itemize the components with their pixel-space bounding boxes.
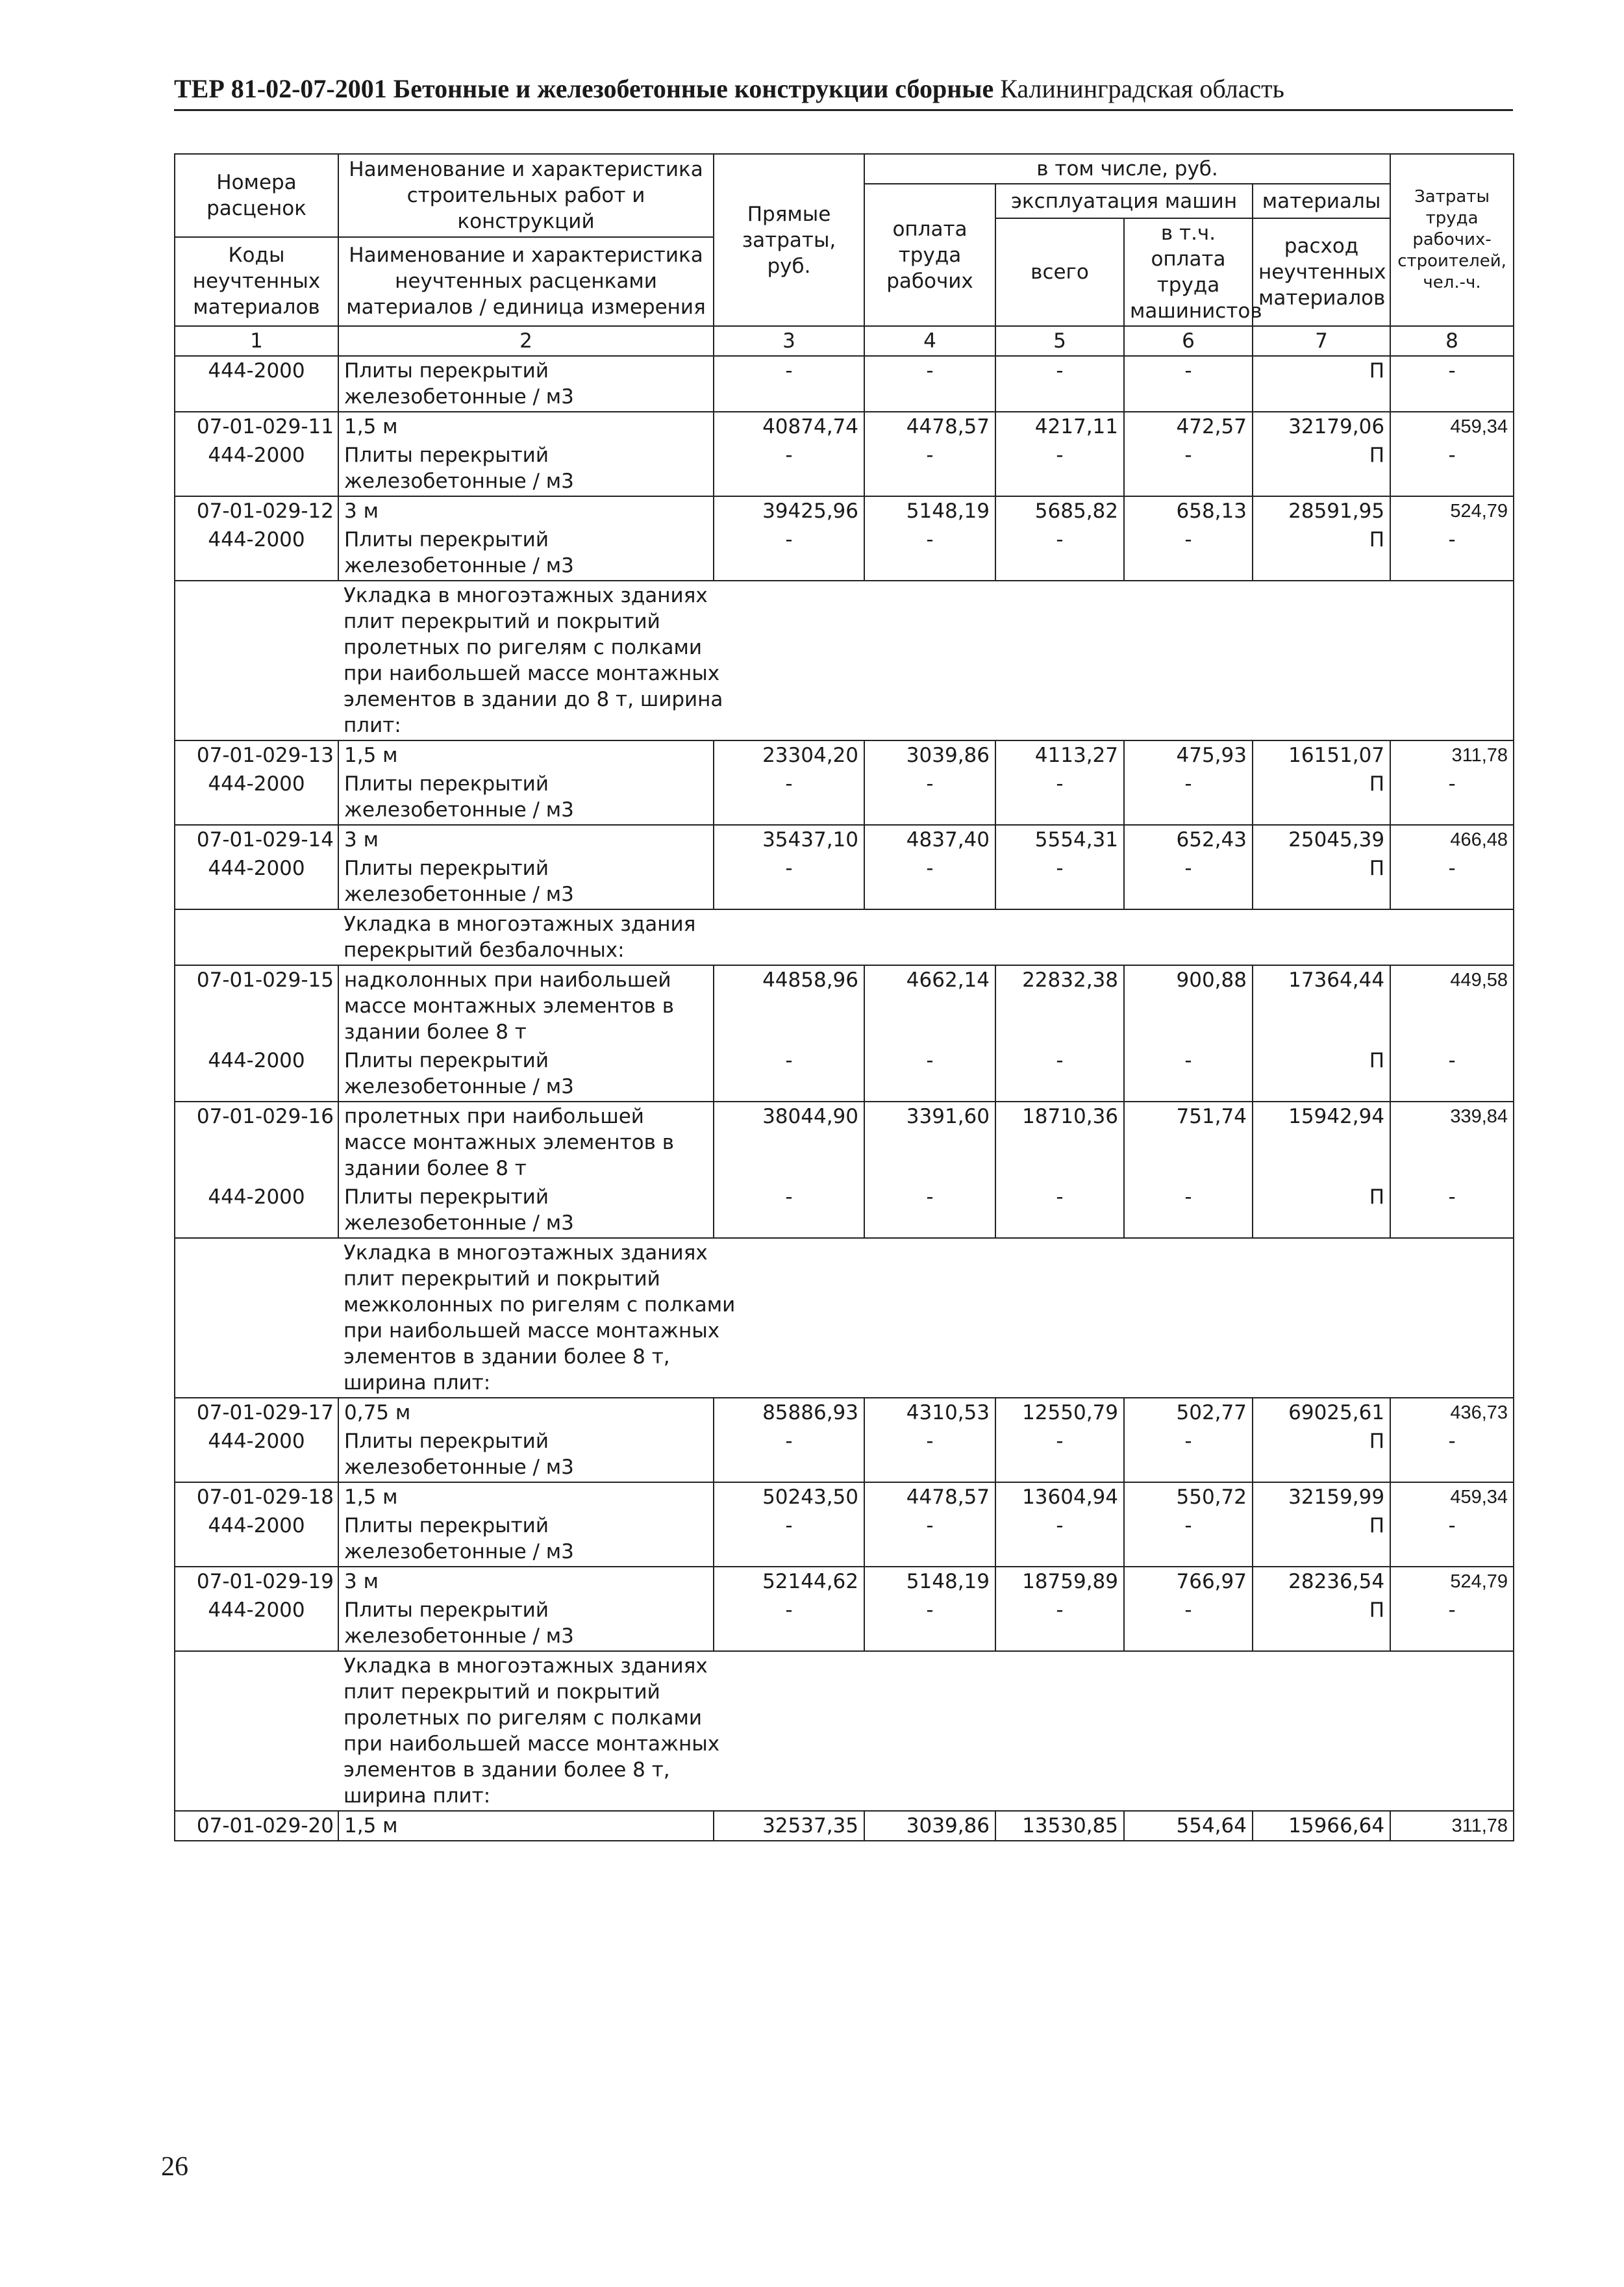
mach-pay-dash: -	[1124, 1596, 1253, 1651]
table-body	[175, 356, 1514, 1841]
labor-pay: 3039,86	[864, 740, 995, 770]
mach-dash: -	[995, 770, 1124, 825]
head-name-unaccounted: Наименование и характеристика неучтенных расценками материалов / единица измерения	[338, 237, 714, 326]
rate-name: 3 м	[338, 825, 714, 854]
material-code: 444-2000	[175, 770, 338, 825]
hours-dash: -	[1390, 1427, 1514, 1482]
machines-pay: 766,97	[1124, 1567, 1253, 1596]
material-code: 444-2000	[175, 854, 338, 909]
mach-dash: -	[995, 1046, 1124, 1102]
material-p: П	[1253, 1596, 1390, 1651]
doc-region: Калининградская область	[1000, 74, 1284, 103]
machines-total: 13530,85	[995, 1811, 1124, 1841]
doc-code: ТЕР 81-02-07-2001	[174, 74, 387, 103]
labor-dash: -	[864, 770, 995, 825]
material-row	[175, 1427, 1514, 1482]
section-title: Укладка в многоэтажных зданиях плит перекрытий и покрытий пролетных по ригелям с полками при наибольшей массе монтажных элементов в здании до 8 т, ширина плит:	[338, 581, 1514, 740]
material-code: 444-2000	[175, 1511, 338, 1567]
rate-name: 3 м	[338, 1567, 714, 1596]
direct-cost: 85886,93	[714, 1398, 864, 1427]
material-row	[175, 1596, 1514, 1651]
material-name: Плиты перекрытий железобетонные / м3	[338, 1511, 714, 1567]
material-code: 444-2000	[175, 356, 338, 412]
rate-name: 1,5 м	[338, 740, 714, 770]
rate-row	[175, 965, 1514, 1046]
direct-cost: 39425,96	[714, 496, 864, 525]
direct-dash: -	[714, 1046, 864, 1102]
rate-code: 07-01-029-18	[175, 1482, 338, 1511]
material-code: 444-2000	[175, 1046, 338, 1102]
materials-cost: 16151,07	[1253, 740, 1390, 770]
rate-code: 07-01-029-14	[175, 825, 338, 854]
machines-total: 4217,11	[995, 412, 1124, 441]
rate-code: 07-01-029-15	[175, 965, 338, 1046]
section-title: Укладка в многоэтажных зданиях плит перекрытий и покрытий пролетных по ригелям с полками при наибольшей массе монтажных элементов в здании более 8 т, ширина плит:	[338, 1651, 1514, 1811]
labor-dash: -	[864, 356, 995, 412]
head-codes: Коды неучтенных материалов	[175, 237, 338, 326]
rate-name: 1,5 м	[338, 1482, 714, 1511]
machines-pay: 472,57	[1124, 412, 1253, 441]
labor-dash: -	[864, 1427, 995, 1482]
direct-cost: 52144,62	[714, 1567, 864, 1596]
material-p: П	[1253, 1046, 1390, 1102]
labor-hours: 311,78	[1390, 740, 1514, 770]
material-name: Плиты перекрытий железобетонные / м3	[338, 441, 714, 496]
material-name: Плиты перекрытий железобетонные / м3	[338, 1596, 714, 1651]
section-row	[175, 581, 1514, 740]
material-code: 444-2000	[175, 1596, 338, 1651]
material-p: П	[1253, 770, 1390, 825]
mach-pay-dash: -	[1124, 770, 1253, 825]
hours-dash: -	[1390, 854, 1514, 909]
rate-row	[175, 1398, 1514, 1427]
direct-cost: 40874,74	[714, 412, 864, 441]
mach-dash: -	[995, 356, 1124, 412]
labor-pay: 4478,57	[864, 1482, 995, 1511]
rate-row	[175, 496, 1514, 525]
hours-dash: -	[1390, 525, 1514, 581]
section-spacer	[175, 1238, 338, 1398]
mach-dash: -	[995, 1183, 1124, 1238]
labor-pay: 3039,86	[864, 1811, 995, 1841]
material-row	[175, 1511, 1514, 1567]
mach-pay-dash: -	[1124, 525, 1253, 581]
material-code: 444-2000	[175, 1427, 338, 1482]
material-code: 444-2000	[175, 1183, 338, 1238]
labor-hours: 466,48	[1390, 825, 1514, 854]
labor-dash: -	[864, 1511, 995, 1567]
machines-total: 5685,82	[995, 496, 1124, 525]
direct-dash: -	[714, 1511, 864, 1567]
material-name: Плиты перекрытий железобетонные / м3	[338, 356, 714, 412]
section-title: Укладка в многоэтажных зданиях плит перекрытий и покрытий межколонных по ригелям с полками при наибольшей массе монтажных элементов в здании более 8 т, ширина плит:	[338, 1238, 1514, 1398]
rate-code: 07-01-029-16	[175, 1102, 338, 1183]
direct-dash: -	[714, 1427, 864, 1482]
head-materials: материалы	[1253, 184, 1390, 218]
hours-dash: -	[1390, 770, 1514, 825]
head-machines-pay: в т.ч. оплата труда машинистов	[1124, 218, 1253, 326]
column-numbers-row	[175, 326, 1514, 356]
direct-cost: 23304,20	[714, 740, 864, 770]
direct-cost: 44858,96	[714, 965, 864, 1046]
col-num: 3	[714, 326, 864, 356]
hours-dash: -	[1390, 1046, 1514, 1102]
page-number: 26	[161, 2152, 188, 2182]
labor-dash: -	[864, 854, 995, 909]
machines-pay: 554,64	[1124, 1811, 1253, 1841]
section-spacer	[175, 581, 338, 740]
rate-row	[175, 412, 1514, 441]
labor-hours: 459,34	[1390, 1482, 1514, 1511]
material-name: Плиты перекрытий железобетонные / м3	[338, 1046, 714, 1102]
section-title: Укладка в многоэтажных здания перекрытий безбалочных:	[338, 909, 1514, 965]
labor-hours: 524,79	[1390, 496, 1514, 525]
direct-cost: 32537,35	[714, 1811, 864, 1841]
mach-pay-dash: -	[1124, 1511, 1253, 1567]
head-incl: в том числе, руб.	[864, 154, 1390, 184]
direct-cost: 50243,50	[714, 1482, 864, 1511]
labor-dash: -	[864, 1183, 995, 1238]
rate-name: 1,5 м	[338, 1811, 714, 1841]
material-p: П	[1253, 1183, 1390, 1238]
mach-pay-dash: -	[1124, 1427, 1253, 1482]
table-head	[175, 154, 1514, 356]
machines-pay: 652,43	[1124, 825, 1253, 854]
material-row	[175, 356, 1514, 412]
material-code: 444-2000	[175, 441, 338, 496]
mach-dash: -	[995, 525, 1124, 581]
section-row	[175, 909, 1514, 965]
rate-row	[175, 1482, 1514, 1511]
materials-cost: 15966,64	[1253, 1811, 1390, 1841]
head-labor-pay: оплата труда рабочих	[864, 184, 995, 326]
labor-pay: 5148,19	[864, 496, 995, 525]
material-name: Плиты перекрытий железобетонные / м3	[338, 770, 714, 825]
mach-dash: -	[995, 1511, 1124, 1567]
mach-pay-dash: -	[1124, 854, 1253, 909]
material-name: Плиты перекрытий железобетонные / м3	[338, 525, 714, 581]
machines-total: 22832,38	[995, 965, 1124, 1046]
materials-cost: 15942,94	[1253, 1102, 1390, 1183]
col-num: 6	[1124, 326, 1253, 356]
material-row	[175, 770, 1514, 825]
machines-total: 18759,89	[995, 1567, 1124, 1596]
mach-pay-dash: -	[1124, 1046, 1253, 1102]
section-row	[175, 1651, 1514, 1811]
machines-pay: 550,72	[1124, 1482, 1253, 1511]
direct-dash: -	[714, 1183, 864, 1238]
materials-cost: 32159,99	[1253, 1482, 1390, 1511]
machines-pay: 658,13	[1124, 496, 1253, 525]
labor-dash: -	[864, 1596, 995, 1651]
material-p: П	[1253, 356, 1390, 412]
direct-dash: -	[714, 525, 864, 581]
labor-pay: 4310,53	[864, 1398, 995, 1427]
material-p: П	[1253, 1427, 1390, 1482]
material-name: Плиты перекрытий железобетонные / м3	[338, 1427, 714, 1482]
head-labor-cost: Затраты труда рабочих-строителей, чел.-ч.	[1390, 154, 1514, 326]
material-p: П	[1253, 441, 1390, 496]
price-table	[174, 153, 1514, 1841]
col-num: 5	[995, 326, 1124, 356]
machines-pay: 751,74	[1124, 1102, 1253, 1183]
labor-dash: -	[864, 441, 995, 496]
materials-cost: 28591,95	[1253, 496, 1390, 525]
hours-dash: -	[1390, 1596, 1514, 1651]
head-direct: Прямые затраты, руб.	[714, 154, 864, 326]
head-number-cell	[175, 154, 338, 237]
labor-pay: 3391,60	[864, 1102, 995, 1183]
material-name: Плиты перекрытий железобетонные / м3	[338, 1183, 714, 1238]
rate-code: 07-01-029-12	[175, 496, 338, 525]
rate-row	[175, 1811, 1514, 1841]
labor-pay: 5148,19	[864, 1567, 995, 1596]
rate-code: 07-01-029-17	[175, 1398, 338, 1427]
head-materials-use: расход неучтенных материалов	[1253, 218, 1390, 326]
direct-cost: 35437,10	[714, 825, 864, 854]
direct-dash: -	[714, 770, 864, 825]
rate-row	[175, 1102, 1514, 1183]
materials-cost: 32179,06	[1253, 412, 1390, 441]
materials-cost: 17364,44	[1253, 965, 1390, 1046]
doc-title: Бетонные и железобетонные конструкции сборные	[393, 74, 994, 103]
mach-pay-dash: -	[1124, 356, 1253, 412]
direct-dash: -	[714, 356, 864, 412]
machines-total: 4113,27	[995, 740, 1124, 770]
rate-row	[175, 1567, 1514, 1596]
labor-pay: 4478,57	[864, 412, 995, 441]
labor-pay: 4837,40	[864, 825, 995, 854]
material-p: П	[1253, 1511, 1390, 1567]
direct-cost: 38044,90	[714, 1102, 864, 1183]
rate-name: надколонных при наибольшей массе монтажных элементов в здании более 8 т	[338, 965, 714, 1046]
head-machines: эксплуатация машин	[995, 184, 1253, 218]
rate-code: 07-01-029-20	[175, 1811, 338, 1841]
material-name: Плиты перекрытий железобетонные / м3	[338, 854, 714, 909]
labor-dash: -	[864, 1046, 995, 1102]
head-name-cell	[338, 154, 714, 237]
machines-pay: 502,77	[1124, 1398, 1253, 1427]
col-num: 7	[1253, 326, 1390, 356]
col-num: 4	[864, 326, 995, 356]
labor-hours: 339,84	[1390, 1102, 1514, 1183]
mach-dash: -	[995, 441, 1124, 496]
rate-code: 07-01-029-19	[175, 1567, 338, 1596]
col-num: 2	[338, 326, 714, 356]
material-row	[175, 1183, 1514, 1238]
rate-name: 0,75 м	[338, 1398, 714, 1427]
materials-cost: 28236,54	[1253, 1567, 1390, 1596]
rate-name: 1,5 м	[338, 412, 714, 441]
labor-hours: 459,34	[1390, 412, 1514, 441]
hours-dash: -	[1390, 356, 1514, 412]
mach-dash: -	[995, 1427, 1124, 1482]
machines-total: 12550,79	[995, 1398, 1124, 1427]
material-row	[175, 441, 1514, 496]
rate-code: 07-01-029-11	[175, 412, 338, 441]
rate-code: 07-01-029-13	[175, 740, 338, 770]
section-row	[175, 1238, 1514, 1398]
material-row	[175, 1046, 1514, 1102]
mach-pay-dash: -	[1124, 1183, 1253, 1238]
labor-pay: 4662,14	[864, 965, 995, 1046]
rate-row	[175, 825, 1514, 854]
machines-total: 18710,36	[995, 1102, 1124, 1183]
col-num: 8	[1390, 326, 1514, 356]
hours-dash: -	[1390, 1183, 1514, 1238]
material-row	[175, 525, 1514, 581]
col-num: 1	[175, 326, 338, 356]
section-spacer	[175, 909, 338, 965]
head-name: Наименование и характеристика строительных работ и конструкций	[349, 157, 703, 233]
section-spacer	[175, 1651, 338, 1811]
material-code: 444-2000	[175, 525, 338, 581]
rate-row	[175, 740, 1514, 770]
machines-total: 5554,31	[995, 825, 1124, 854]
material-row	[175, 854, 1514, 909]
machines-pay: 475,93	[1124, 740, 1253, 770]
labor-dash: -	[864, 525, 995, 581]
materials-cost: 69025,61	[1253, 1398, 1390, 1427]
mach-pay-dash: -	[1124, 441, 1253, 496]
direct-dash: -	[714, 441, 864, 496]
page-header	[174, 73, 1513, 111]
labor-hours: 436,73	[1390, 1398, 1514, 1427]
mach-dash: -	[995, 854, 1124, 909]
head-machines-total: всего	[995, 218, 1124, 326]
material-p: П	[1253, 854, 1390, 909]
direct-dash: -	[714, 854, 864, 909]
machines-pay: 900,88	[1124, 965, 1253, 1046]
direct-dash: -	[714, 1596, 864, 1651]
labor-hours: 311,78	[1390, 1811, 1514, 1841]
machines-total: 13604,94	[995, 1482, 1124, 1511]
hours-dash: -	[1390, 441, 1514, 496]
rate-name: 3 м	[338, 496, 714, 525]
labor-hours: 449,58	[1390, 965, 1514, 1046]
head-number: Номера расценок	[206, 170, 306, 220]
mach-dash: -	[995, 1596, 1124, 1651]
materials-cost: 25045,39	[1253, 825, 1390, 854]
rate-name: пролетных при наибольшей массе монтажных элементов в здании более 8 т	[338, 1102, 714, 1183]
labor-hours: 524,79	[1390, 1567, 1514, 1596]
material-p: П	[1253, 525, 1390, 581]
hours-dash: -	[1390, 1511, 1514, 1567]
